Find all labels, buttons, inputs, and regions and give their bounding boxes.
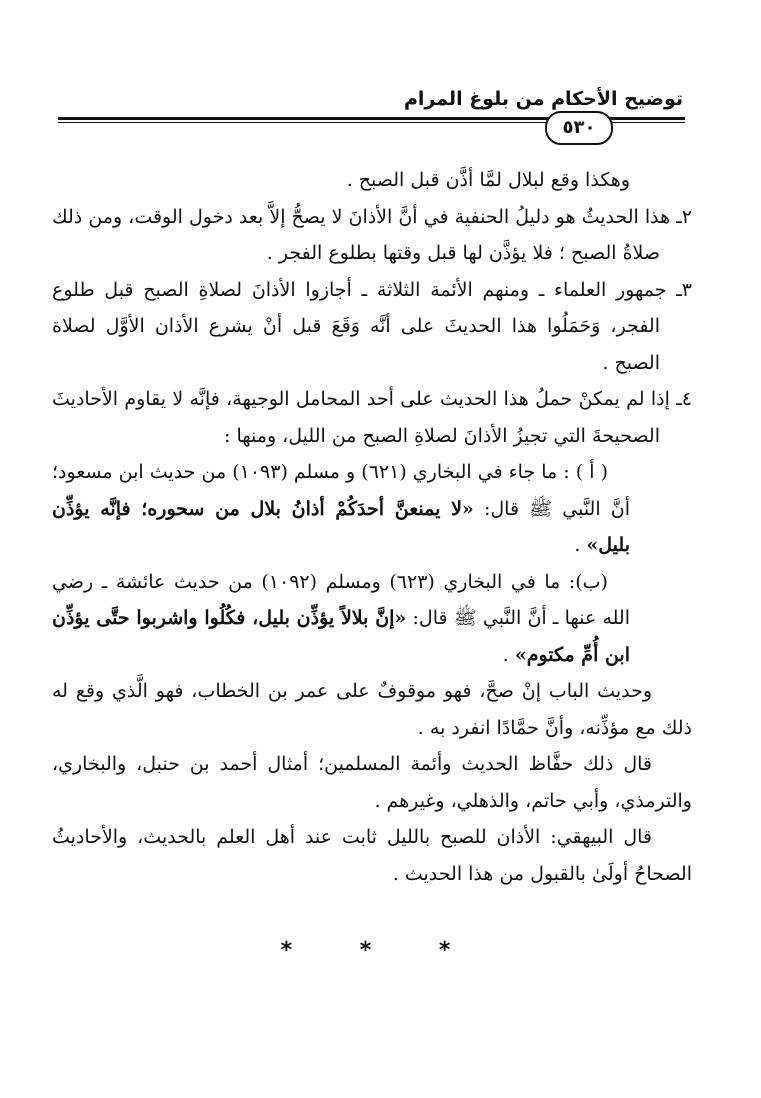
- hadith-b-text: (ب): ما في البخاري (٦٢٣) ومسلم (١٠٩٢) من حديث عائشة ـ رضي الله عنها ـ أنَّ النَّبي ﷺ قال:: [52, 570, 630, 629]
- point-3: ٣ـ جمهور العلماء ـ ومنهم الأئمة الثلاثة ـ أجازوا الأذانَ لصلاةِ الصبح قبل طلوع الفجر، وَحَمَلُوا هذا الحديثَ على أنَّه وَقَعَ قبل أنْ يشرع الأذان الأوَّل لصلاة الصبح .: [52, 278, 692, 374]
- paragraph-hadith-status: وحديث الباب إنْ صحَّ، فهو موقوفٌ على عمر بن الخطاب، فهو الَّذي وقع له ذلك مع مؤذِّنه، وأنَّ حمَّادًا انفرد به .: [52, 680, 692, 739]
- hadith-b: [52, 564, 692, 674]
- paragraph-scholars: قال ذلك حفَّاظ الحديث وأئمة المسلمين؛ أمثال أحمد بن حنبل، والبخاري، والترمذي، وأبي حاتم، والذهلي، وغيرهم .: [52, 753, 692, 812]
- hadith-a-text: ( أ ) : ما جاء في البخاري (٦٢١) و مسلم (١٠٩٣) من حديث ابن مسعود؛ أنَّ النَّبي ﷺ قال:: [52, 461, 630, 520]
- hadith-b-quote: «إنَّ بلالاً يؤذِّن بليل، فكُلُوا واشربوا حتَّى يؤذِّن ابن أُمِّ مكتوم»: [52, 607, 630, 666]
- point-4: ٤ـ إذا لم يمكنْ حملُ هذا الحديث على أحد المحامل الوجيهة، فإنَّه لا يقاوم الأحاديثَ الصحيحةَ التي تجيزُ الأذانَ لصلاةِ الصبح من الليل، ومنها :: [52, 388, 692, 447]
- book-title: توضيح الأحكام من بلوغ المرام: [403, 88, 683, 110]
- page-number: ٥٣٠: [545, 111, 613, 145]
- section-divider-stars: * * *: [280, 938, 481, 963]
- hadith-b-end: .: [502, 643, 515, 666]
- hadith-a: [52, 454, 692, 564]
- hadith-a-end: .: [574, 534, 587, 556]
- paragraph-bilal: وهكذا وقع لبلال لمَّا أذَّن قبل الصبح .: [346, 169, 630, 191]
- page-body: [52, 162, 692, 892]
- page-header: [0, 0, 761, 150]
- hadith-a-quote: «لا يمنعنَّ أحدَكُمْ أذانُ بلال من سحوره؛ فإنَّه يؤذِّن بليل»: [52, 497, 630, 556]
- point-2: ٢ـ هذا الحديثُ هو دليلُ الحنفية في أنَّ الأذانَ لا يصحُّ إلاَّ بعد دخول الوقت، ومن ذلك صلاةُ الصبح ؛ فلا يؤذَّن لها قبل وقتها بطلوع الفجر .: [52, 205, 692, 264]
- paragraph-bayhaqi: قال البيهقي: الأذان للصبح بالليل ثابت عند أهل العلم بالحديث، والأحاديثُ الصحاحُ أولَىٰ بالقبول من هذا الحديث .: [52, 826, 692, 885]
